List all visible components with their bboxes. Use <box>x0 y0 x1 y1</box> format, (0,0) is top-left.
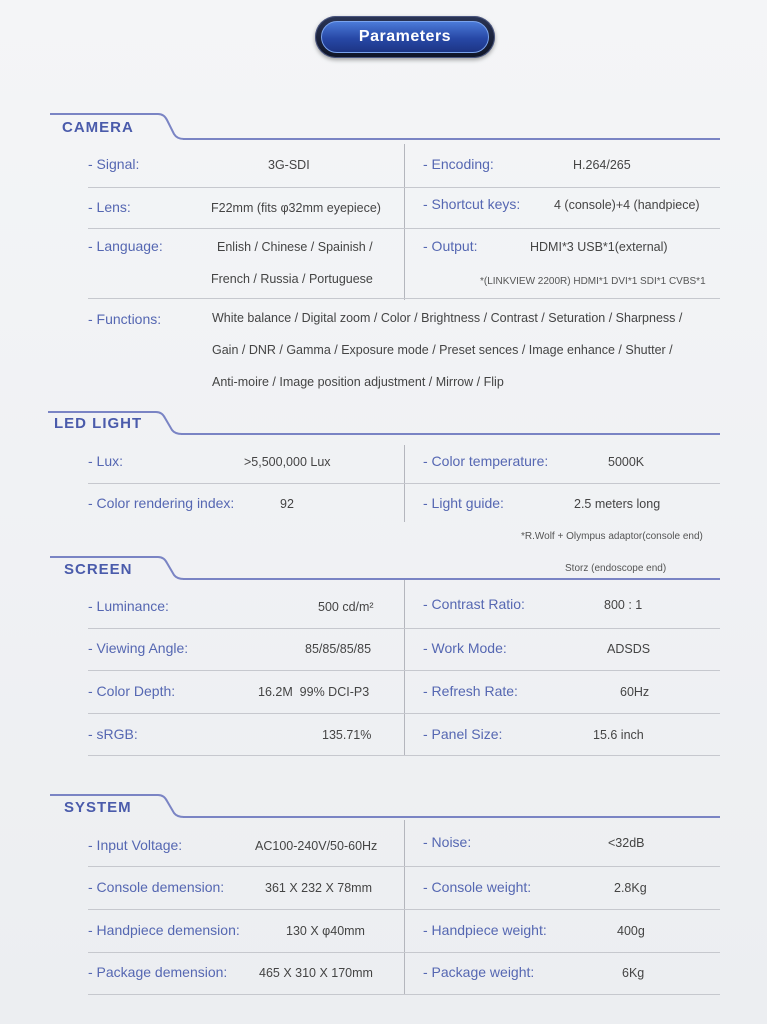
shortcut-keys-value: 4 (console)+4 (handpiece) <box>554 198 700 212</box>
section-title-system: SYSTEM <box>64 799 132 816</box>
package-dimension-label: - Package demension: <box>88 964 228 980</box>
row-divider <box>88 755 720 756</box>
light-guide-note-2: Storz (endoscope end) <box>565 563 667 574</box>
handpiece-dimension-value: 130 X φ40mm <box>286 924 365 938</box>
input-voltage-value: AC100-240V/50-60Hz <box>255 839 378 853</box>
signal-value: 3G-SDI <box>268 158 310 172</box>
package-weight-label: - Package weight: <box>423 964 535 980</box>
screen-column-divider <box>404 580 405 756</box>
led-light-tab-shape <box>48 410 188 440</box>
work-mode-value: ADSDS <box>607 642 651 656</box>
row-divider <box>88 713 720 714</box>
section-title-camera: CAMERA <box>62 119 134 136</box>
noise-label: - Noise: <box>423 834 472 850</box>
screen-tab-shape <box>50 555 190 585</box>
functions-line-3: Anti-moire / Image position adjustment / Mirrow / Flip <box>212 375 504 389</box>
light-guide-note-1: *R.Wolf + Olympus adaptor(console end) <box>521 531 703 542</box>
lux-value: >5,500,000 Lux <box>244 455 331 469</box>
color-rendering-index-label: - Color rendering index: <box>88 495 235 511</box>
noise-value: <32dB <box>608 836 645 850</box>
contrast-ratio-value: 800 : 1 <box>604 598 643 612</box>
row-divider <box>88 483 720 484</box>
screen-header-rule <box>183 578 720 580</box>
package-dimension-value: 465 X 310 X 170mm <box>259 966 373 980</box>
light-guide-label: - Light guide: <box>423 495 504 511</box>
work-mode-label: - Work Mode: <box>423 640 507 656</box>
signal-label: - Signal: <box>88 156 140 172</box>
handpiece-dimension-label: - Handpiece demension: <box>88 922 240 938</box>
color-temperature-value: 5000K <box>608 455 645 469</box>
srgb-value: 135.71% <box>322 728 372 742</box>
row-divider <box>88 670 720 671</box>
handpiece-weight-label: - Handpiece weight: <box>423 922 547 938</box>
lens-label: - Lens: <box>88 199 131 215</box>
parameters-title-pill <box>315 16 495 58</box>
output-label: - Output: <box>423 238 478 254</box>
refresh-rate-label: - Refresh Rate: <box>423 683 518 699</box>
system-header-rule <box>183 816 720 818</box>
panel-size-value: 15.6 inch <box>593 728 644 742</box>
row-divider <box>88 952 720 953</box>
console-weight-value: 2.8Kg <box>614 881 647 895</box>
output-note: *(LINKVIEW 2200R) HDMI*1 DVI*1 SDI*1 CVBS*1 <box>480 276 706 287</box>
section-title-led-light: LED LIGHT <box>54 415 143 432</box>
encoding-value: H.264/265 <box>573 158 631 172</box>
language-value-line-2: French / Russia / Portuguese <box>211 272 373 286</box>
color-depth-value: 16.2M 99% DCI-P3 <box>258 685 370 699</box>
functions-line-1: White balance / Digital zoom / Color / Brightness / Contrast / Seturation / Sharpness / <box>212 311 683 325</box>
camera-column-divider <box>404 144 405 300</box>
contrast-ratio-label: - Contrast Ratio: <box>423 596 525 612</box>
functions-line-2: Gain / DNR / Gamma / Exposure mode / Preset sences / Image enhance / Shutter / <box>212 343 673 357</box>
row-divider <box>88 298 720 299</box>
package-weight-value: 6Kg <box>622 966 645 980</box>
luminance-label: - Luminance: <box>88 598 169 614</box>
srgb-label: - sRGB: <box>88 726 138 742</box>
system-tab-shape <box>50 793 190 823</box>
led-light-header-rule <box>181 433 720 435</box>
system-column-divider <box>404 820 405 995</box>
row-divider <box>88 909 720 910</box>
light-guide-value: 2.5 meters long <box>574 497 661 511</box>
refresh-rate-value: 60Hz <box>620 685 650 699</box>
color-depth-label: - Color Depth: <box>88 683 176 699</box>
page-title: Parameters <box>321 21 489 53</box>
row-divider <box>88 187 720 188</box>
functions-label: - Functions: <box>88 311 162 327</box>
luminance-value: 500 cd/m² <box>318 600 374 614</box>
camera-tab-shape <box>50 112 190 142</box>
lens-value: F22mm (fits φ32mm eyepiece) <box>211 201 381 215</box>
handpiece-weight-value: 400g <box>617 924 645 938</box>
viewing-angle-value: 85/85/85/85 <box>305 642 372 656</box>
encoding-label: - Encoding: <box>423 156 494 172</box>
output-value: HDMI*3 USB*1(external) <box>530 240 668 254</box>
console-weight-label: - Console weight: <box>423 879 532 895</box>
row-divider <box>88 866 720 867</box>
language-value-line-1: Enlish / Chinese / Spainish / <box>217 240 373 254</box>
row-divider <box>88 994 720 995</box>
console-dimension-value: 361 X 232 X 78mm <box>265 881 373 895</box>
row-divider <box>88 228 720 229</box>
shortcut-keys-label: - Shortcut keys: <box>423 196 521 212</box>
camera-header-rule <box>183 138 720 140</box>
language-label: - Language: <box>88 238 163 254</box>
viewing-angle-label: - Viewing Angle: <box>88 640 189 656</box>
lux-label: - Lux: <box>88 453 124 469</box>
panel-size-label: - Panel Size: <box>423 726 503 742</box>
color-rendering-index-value: 92 <box>280 497 294 511</box>
color-temperature-label: - Color temperature: <box>423 453 549 469</box>
row-divider <box>88 628 720 629</box>
input-voltage-label: - Input Voltage: <box>88 837 183 853</box>
section-title-screen: SCREEN <box>64 561 133 578</box>
console-dimension-label: - Console demension: <box>88 879 225 895</box>
